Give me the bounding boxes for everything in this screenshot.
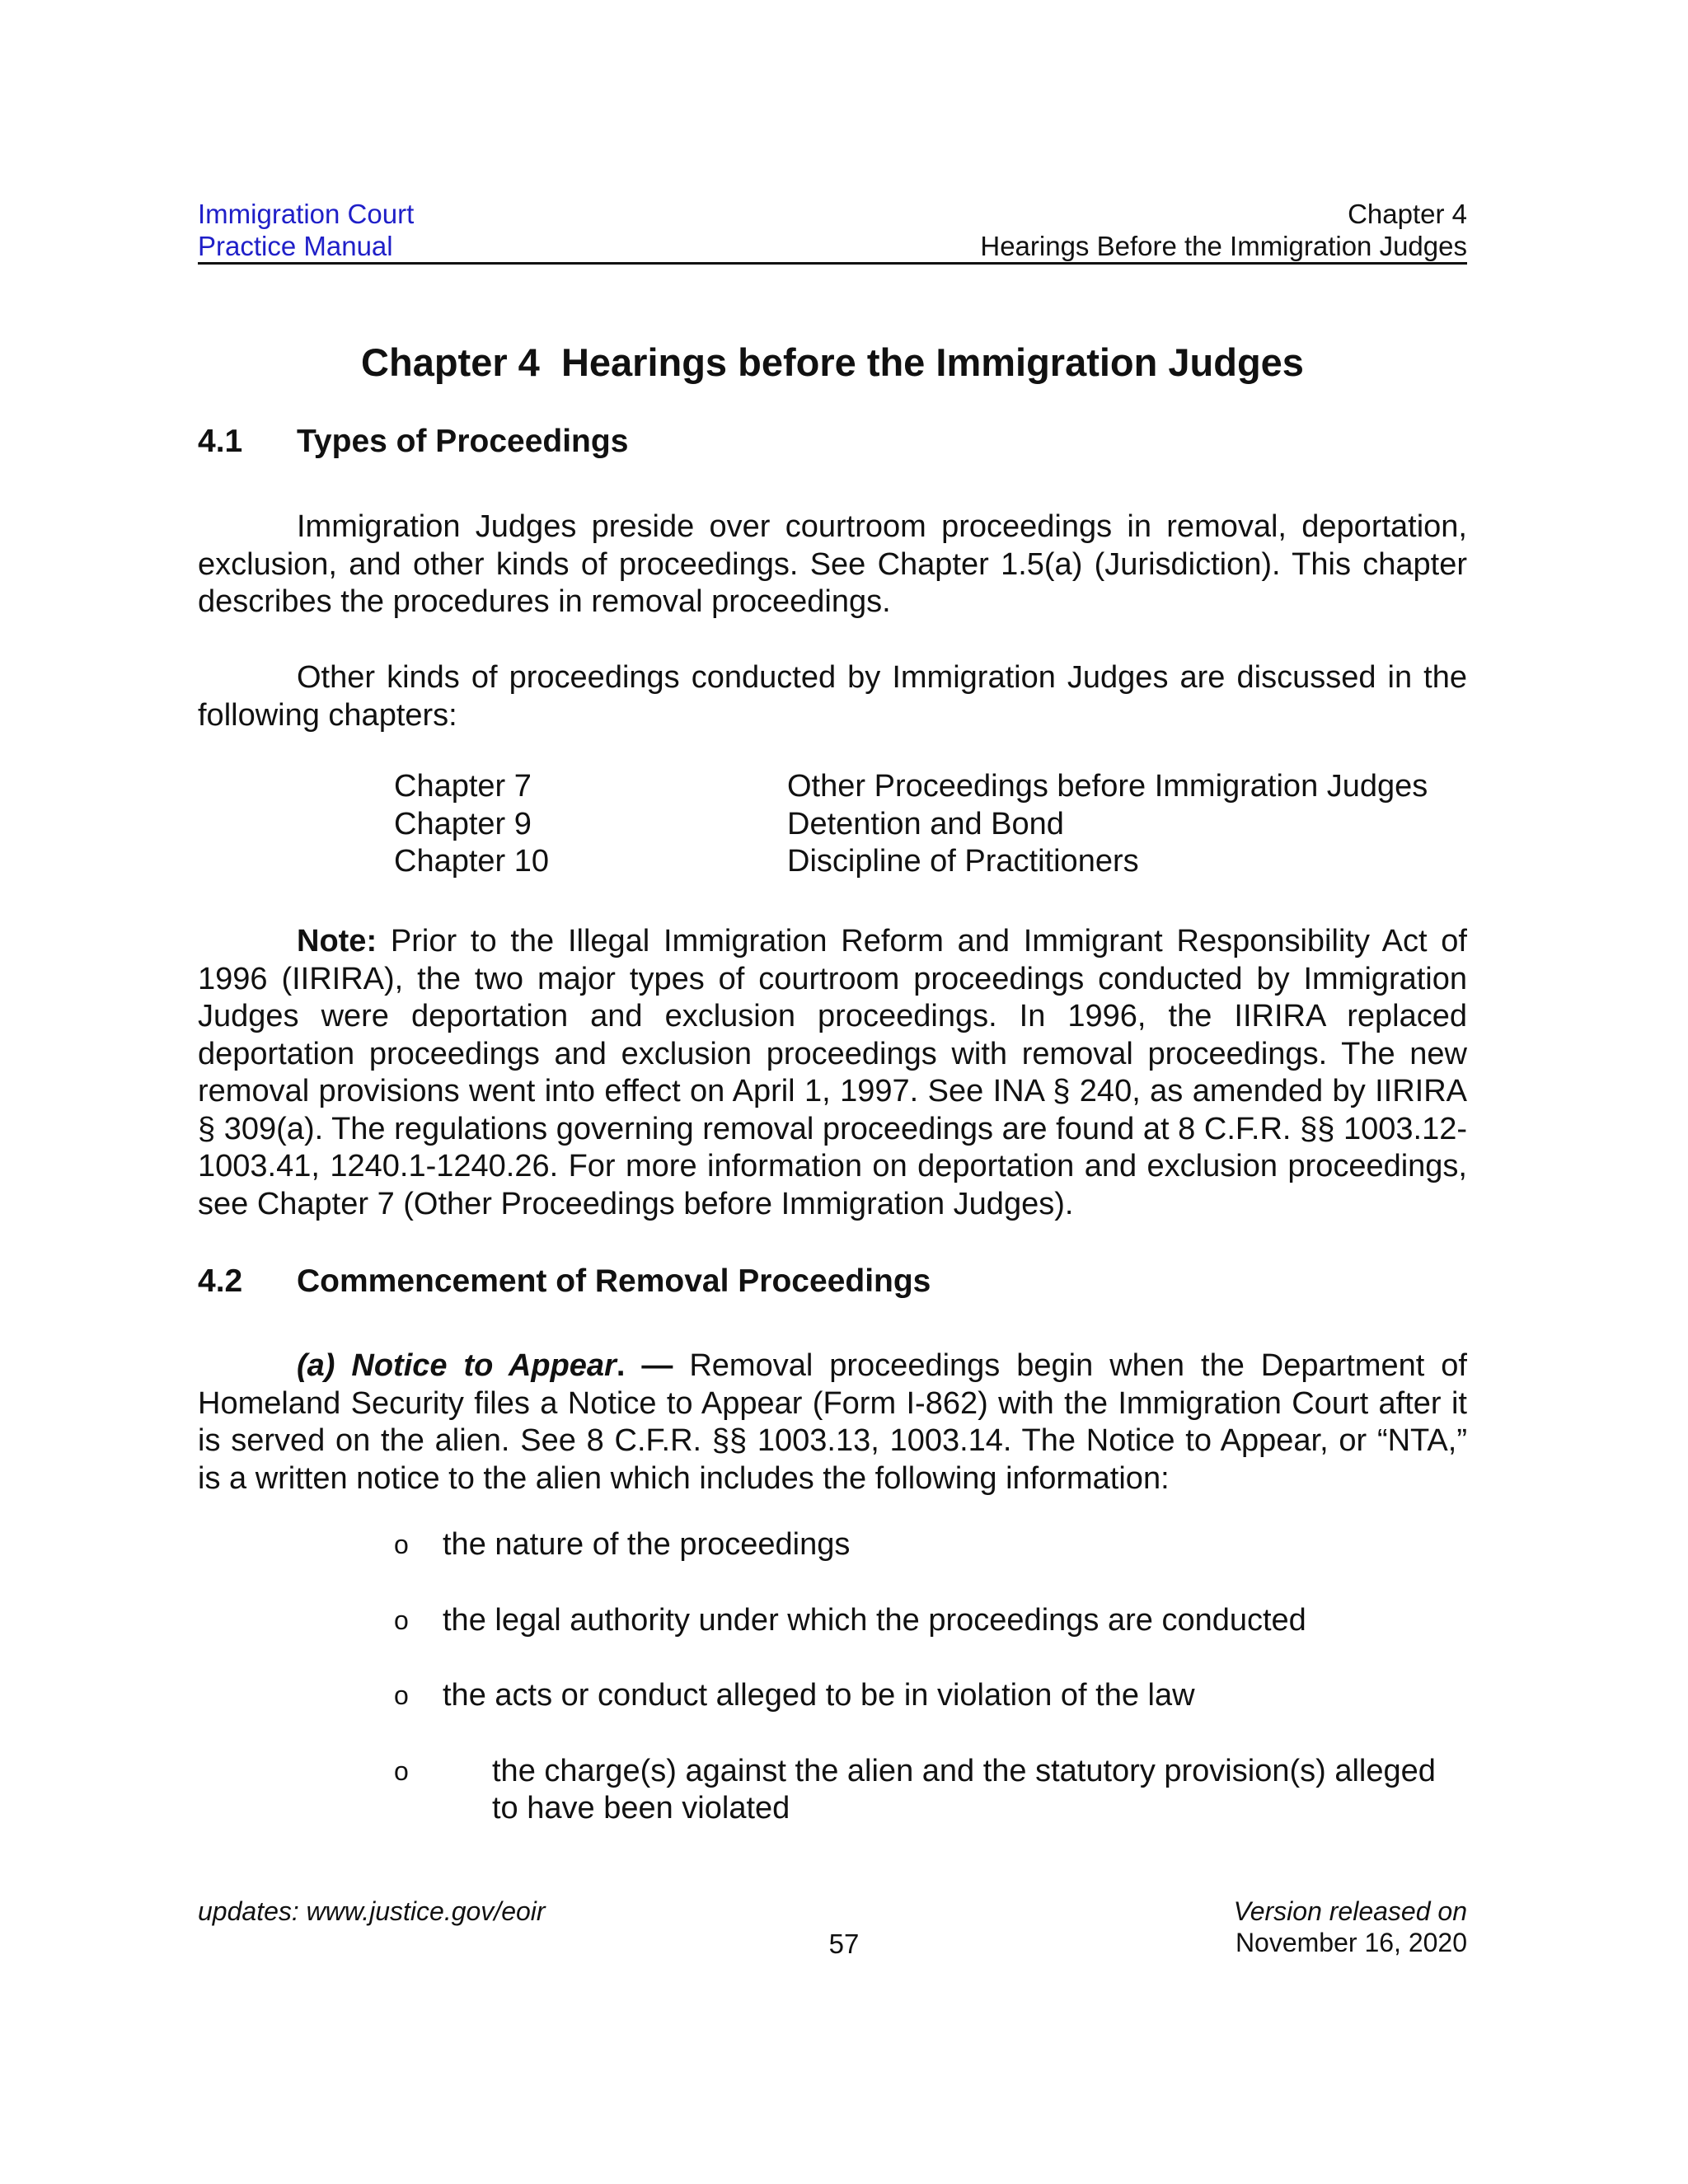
header-chapter-info [980, 198, 1467, 262]
list-item [394, 1677, 1467, 1715]
chapter-reference-list [394, 768, 1428, 881]
list-item-text: the charge(s) against the alien and the statutory provision(s) alleged to have been violated [492, 1753, 1436, 1825]
list-item-text: the nature of the proceedings [443, 1527, 851, 1562]
section-heading-4-2 [198, 1263, 1467, 1301]
subsection-label: (a) Notice to Appear [297, 1348, 617, 1383]
circle-bullet-icon: o [394, 1605, 409, 1635]
version-label: Version released on [1233, 1896, 1467, 1926]
chapter-reference-number: Chapter 10 [394, 844, 550, 879]
list-item-text: the acts or conduct alleged to be in violation of the law [443, 1678, 1195, 1713]
section-heading-4-1 [198, 423, 1467, 461]
subsection-text: Removal proceedings begin when the Department of Homeland Security files a Notice to Appear (Form I-862) with the Immigration Court after it is served on the alien. See 8 C.F.R. §§ 1003.13, 1003.14. The Notice to Appear, or “NTA,” is a written notice to the alien which includes the following information: [198, 1348, 1467, 1496]
chapter-reference-title: Discipline of Practitioners [787, 844, 1139, 879]
chapter-reference-row [394, 806, 1428, 844]
page-number: 57 [828, 1929, 860, 1959]
header-right-line1: Chapter 4 [1348, 199, 1467, 229]
paragraph-other-proceedings: Other kinds of proceedings conducted by Immigration Judges are discussed in the following chapters: [198, 660, 1467, 733]
circle-bullet-icon: o [394, 1680, 409, 1710]
section-title: Types of Proceedings [297, 424, 629, 459]
note-label: Note: [297, 924, 377, 958]
header-publication-title [198, 198, 414, 262]
header-left-line2: Practice Manual [198, 231, 393, 261]
list-item [394, 1526, 1467, 1564]
paragraph-note [198, 923, 1467, 1223]
paragraph-notice-to-appear [198, 1347, 1467, 1497]
section-number: 4.1 [198, 424, 243, 459]
section-title: Commencement of Removal Proceedings [297, 1263, 931, 1299]
chapter-reference-title: Other Proceedings before Immigration Judges [787, 769, 1428, 804]
running-header [198, 198, 1467, 265]
chapter-reference-title: Detention and Bond [787, 806, 1064, 841]
footer-version [1234, 1896, 1467, 1958]
nta-information-list [394, 1526, 1467, 1866]
footer-updates-link[interactable]: updates: www.justice.gov/eoir [198, 1896, 546, 1926]
chapter-reference-number: Chapter 9 [394, 806, 532, 841]
version-date: November 16, 2020 [1235, 1928, 1467, 1957]
chapter-reference-row [394, 843, 1428, 881]
header-left-line1: Immigration Court [198, 199, 415, 229]
note-text: Prior to the Illegal Immigration Reform and Immigrant Responsibility Act of 1996 (IIRIRA), the two major types of courtroom proceedings conducted by Immigration Judges were deportation and exclusion proceedings. In 1996, the IIRIRA replaced deportation proceedings and exclusion proceedings with removal proceedings. The new removal provisions went into effect on April 1, 1997. See INA § 240, as amended by IIRIRA § 309(a). The regulations governing removal proceedings are found at 8 C.F.R. §§ 1003.12-1003.41, 1240.1-1240.26. For more information on deportation and exclusion proceedings, see Chapter 7 (Other Proceedings before Immigration Judges). [198, 924, 1467, 1221]
subsection-dash: . — [616, 1348, 673, 1383]
list-item-text: the legal authority under which the proceedings are conducted [443, 1602, 1306, 1638]
chapter-reference-row [394, 768, 1428, 806]
circle-bullet-icon: o [394, 1755, 409, 1786]
header-right-line2: Hearings Before the Immigration Judges [980, 231, 1467, 261]
list-item [394, 1602, 1467, 1640]
chapter-title: Chapter 4 Hearings before the Immigration Judges [361, 340, 1304, 384]
list-item [394, 1753, 1467, 1828]
paragraph-proceedings-intro: Immigration Judges preside over courtroom proceedings in removal, deportation, exclusion, and other kinds of proceedings. See Chapter 1.5(a) (Jurisdiction). This chapter describes the procedures in removal proceedings. [198, 509, 1467, 619]
chapter-reference-number: Chapter 7 [394, 769, 532, 804]
section-number: 4.2 [198, 1263, 243, 1299]
circle-bullet-icon: o [394, 1530, 409, 1559]
